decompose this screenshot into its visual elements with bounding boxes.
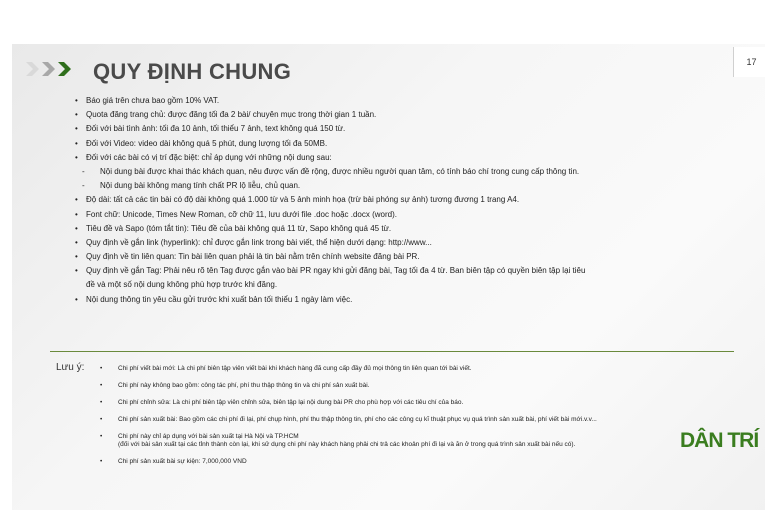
rule-text: Đối với Video: video dài không quá 5 phút, dung lượng tối đa 50MB.	[86, 138, 328, 148]
slide-edge	[765, 44, 771, 510]
rule-text-continued: đề và một số nội dung không phù hợp trước khi đăng.	[86, 280, 278, 290]
page-title: QUY ĐỊNH CHUNG	[93, 59, 292, 84]
slide	[12, 44, 771, 510]
rule-item	[68, 295, 748, 305]
rule-item	[68, 224, 748, 234]
rule-text: Đối với các bài có vị trí đặc biệt: chỉ áp dụng với những nội dung sau:	[86, 152, 332, 162]
rule-text: Độ dài: tất cả các tin bài có độ dài không quá 1.000 từ và 5 ảnh minh họa (trừ bài phóng sự ảnh) tương đương 1 trang A4.	[86, 195, 520, 205]
rule-item	[68, 210, 748, 220]
rule-item	[68, 252, 748, 262]
rule-text: Đối với bài tình ảnh: tối đa 10 ảnh, tối thiểu 7 ảnh, text không quá 150 từ.	[86, 124, 346, 134]
dan-tri-logo: DÂN TRÍ	[680, 429, 759, 452]
chevron-arrows-icon	[26, 61, 88, 77]
rule-item	[68, 139, 748, 149]
note-text: Chi phí sản xuất bài: Bao gồm các chi phí đi lại, phí chụp hình, phí thu thập thông tin, phí cho các công cụ kĩ thuật phục vụ quá trình sản xuất bài, phí viết bài mới.v.v...	[118, 416, 597, 423]
rule-item	[68, 110, 748, 120]
note-text: Chi phí viết bài mới: Là chi phí biên tập viên viết bài khi khách hàng đã cung cấp đầy đủ mọi thông tin liên quan tới bài viết.	[118, 365, 472, 372]
note-text: Chi phí này không bao gồm: công tác phí, phí thu thập thông tin và chi phí sản xuất bài.	[118, 382, 370, 389]
rule-text: Nội dung bài không mang tính chất PR lộ liễu, chủ quan.	[100, 181, 301, 191]
rule-item	[68, 96, 748, 106]
note-item	[96, 458, 706, 466]
rule-item	[68, 124, 748, 134]
note-text: Chi phí này chỉ áp dụng với bài sản xuất tại Hà Nội và TP.HCM	[118, 433, 299, 440]
rule-text: Báo giá trên chưa bao gồm 10% VAT.	[86, 96, 220, 105]
page-number: 17	[733, 47, 769, 77]
note-item	[96, 365, 706, 373]
notes-list	[96, 365, 706, 475]
note-item	[96, 382, 706, 390]
rule-text: Tiêu đề và Sapo (tóm tắt tin): Tiêu đề của bài không quá 11 từ, Sapo không quá 45 từ.	[86, 223, 392, 233]
rule-sub-item	[68, 167, 748, 177]
rule-sub-item	[68, 181, 748, 191]
divider	[50, 351, 734, 352]
note-item	[96, 433, 706, 449]
rules-list	[68, 96, 748, 309]
rule-item	[68, 238, 748, 248]
rule-item	[68, 266, 748, 290]
note-item	[96, 399, 706, 407]
notes-label: Lưu ý:	[56, 362, 85, 373]
note-text-continued: (đối với bài sản xuất tại các tỉnh thành còn lại, khi sử dụng chi phí này khách hàng phải chi trả các khoản phí đi lại và ăn ở trong quá trình sản xuất bài nếu có).	[118, 441, 576, 448]
rule-text: Nội dung bài được khai thác khách quan, nêu được vấn đề rộng, được nhiều người quan tâm, có tính báo chí trong cung cấp thông tin.	[100, 166, 580, 176]
note-text: Chi phí sản xuất bài sự kiện: 7,000,000 VND	[118, 458, 247, 465]
rule-item	[68, 153, 748, 163]
rule-text: Quy định về gắn Tag: Phải nêu rõ tên Tag được gắn vào bài PR ngay khi gửi đăng bài, Tag tối đa 4 từ. Ban biên tập có quyền biên tập lại tiêu	[86, 266, 586, 276]
note-item	[96, 416, 706, 424]
rule-text: Font chữ: Unicode, Times New Roman, cỡ chữ 11, lưu dưới file .doc hoặc .docx (word).	[86, 209, 397, 219]
rule-text: Quy định về tin liên quan: Tin bài liên quan phải là tin bài nằm trên chính website đăng bài PR.	[86, 252, 420, 262]
note-text: Chi phí chỉnh sửa: Là chi phí biên tập viên chỉnh sửa, biên tập lại nội dung bài PR cho phù hợp với các tiêu chí của báo.	[118, 399, 464, 406]
rule-text: Nội dung thông tin yêu cầu gửi trước khi xuất bản tối thiểu 1 ngày làm việc.	[86, 294, 353, 304]
rule-item	[68, 195, 748, 205]
rule-text: Quota đăng trang chủ: được đăng tối đa 2 bài/ chuyên mục trong thời gian 1 tuần.	[86, 110, 377, 120]
rule-text: Quy định về gắn link (hyperlink): chỉ được gắn link trong bài viết, thể hiện dưới dạng: http://www...	[86, 237, 432, 247]
